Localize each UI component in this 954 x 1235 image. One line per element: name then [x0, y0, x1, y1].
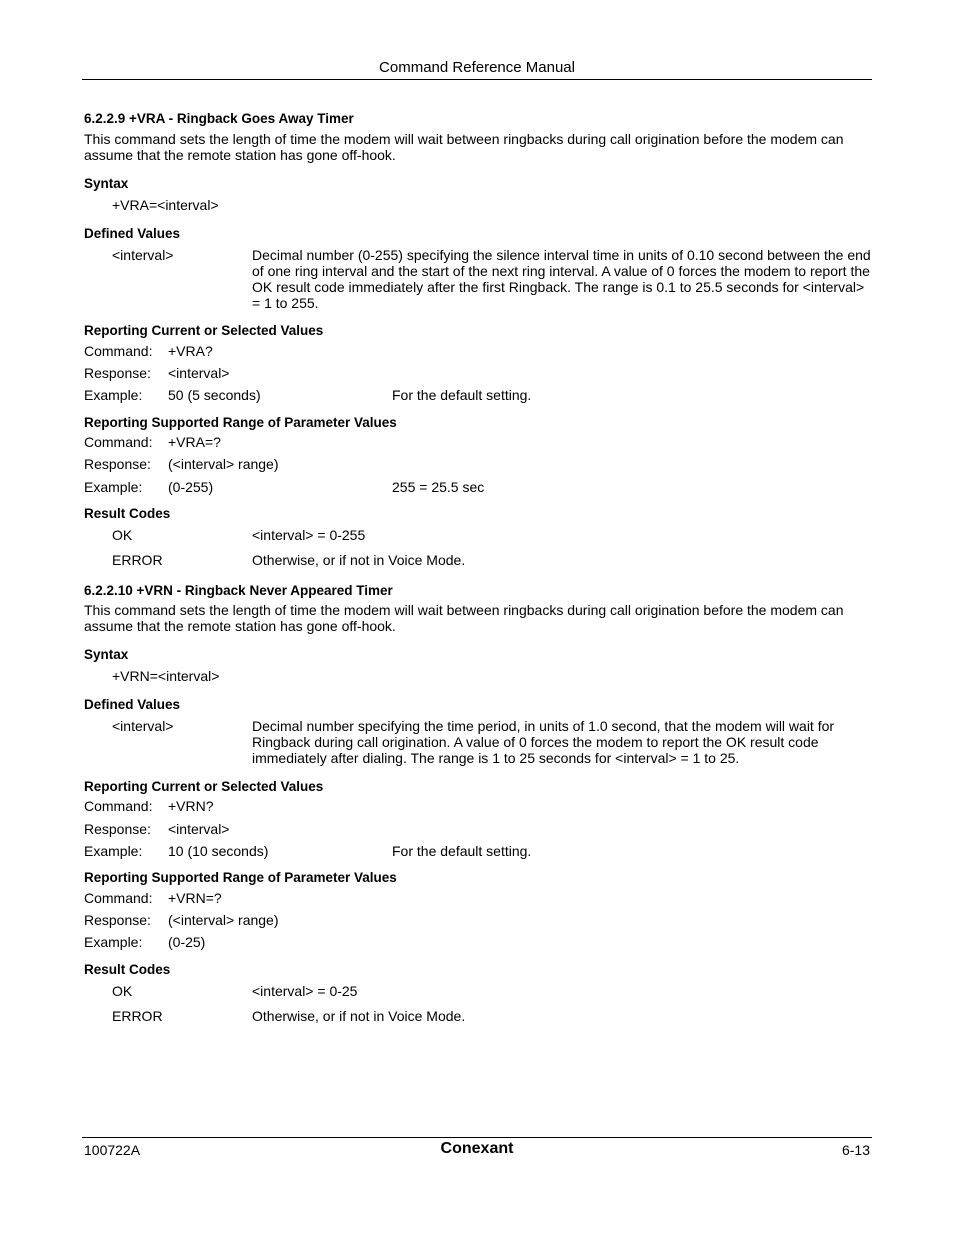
defined-values-heading-vrn: Defined Values [84, 697, 181, 712]
response-value: <interval> [168, 365, 230, 381]
syntax-text-vra: +VRA=<interval> [112, 197, 219, 213]
result-code-desc: <interval> = 0-25 [252, 983, 358, 999]
footer-rule [82, 1137, 872, 1138]
result-codes-heading-vra: Result Codes [84, 506, 171, 521]
section-heading-vra: 6.2.2.9 +VRA - Ringback Goes Away Timer [84, 111, 354, 126]
result-code-desc: Otherwise, or if not in Voice Mode. [252, 552, 466, 568]
response-value: (<interval> range) [168, 456, 279, 472]
example-note: For the default setting. [392, 843, 532, 859]
example-value: (0-25) [168, 934, 206, 950]
response-value: (<interval> range) [168, 912, 279, 928]
header-rule [82, 79, 872, 80]
response-label: Response: [84, 456, 151, 472]
result-code: OK [112, 527, 133, 543]
defined-term-vra: <interval> [112, 247, 174, 263]
result-code: OK [112, 983, 133, 999]
command-label: Command: [84, 798, 153, 814]
example-label: Example: [84, 479, 143, 495]
example-label: Example: [84, 843, 143, 859]
command-label: Command: [84, 434, 153, 450]
example-value: (0-255) [168, 479, 214, 495]
footer-page-number: 6-13 [841, 1142, 870, 1158]
result-code: ERROR [112, 1008, 163, 1024]
section-intro-vrn: This command sets the length of time the modem will wait between ringbacks during call origination before the modem can assume that the remote station has gone off-hook. [84, 602, 844, 634]
current-values-heading-vrn: Reporting Current or Selected Values [84, 779, 324, 794]
example-label: Example: [84, 934, 143, 950]
running-header-title: Command Reference Manual [379, 59, 575, 76]
syntax-text-vrn: +VRN=<interval> [112, 668, 220, 684]
example-note: For the default setting. [392, 387, 532, 403]
command-value: +VRA? [168, 343, 213, 359]
result-codes-heading-vrn: Result Codes [84, 962, 171, 977]
example-value: 10 (10 seconds) [168, 843, 269, 859]
supported-range-heading-vrn: Reporting Supported Range of Parameter Values [84, 870, 397, 885]
response-value: <interval> [168, 821, 230, 837]
command-value: +VRN=? [168, 890, 222, 906]
defined-values-heading-vra: Defined Values [84, 226, 181, 241]
command-value: +VRN? [168, 798, 214, 814]
example-value: 50 (5 seconds) [168, 387, 261, 403]
syntax-heading-vra: Syntax [84, 176, 129, 191]
example-label: Example: [84, 387, 143, 403]
example-note: 255 = 25.5 sec [392, 479, 485, 495]
response-label: Response: [84, 821, 151, 837]
syntax-heading-vrn: Syntax [84, 647, 129, 662]
result-code-desc: <interval> = 0-255 [252, 527, 366, 543]
footer-doc-number: 100722A [84, 1142, 141, 1158]
defined-desc-vra: Decimal number (0-255) specifying the silence interval time in units of 0.10 second between the end of one ring interval and the start of the next ring interval. A value of 0 forces the modem to report the OK result code immediately after the first Ringback. The range is 0.1 to 25.5 seconds for <interval> = 1 to 255. [252, 247, 871, 311]
command-label: Command: [84, 343, 153, 359]
section-intro-vra: This command sets the length of time the modem will wait between ringbacks during call origination before the modem can assume that the remote station has gone off-hook. [84, 131, 844, 163]
result-code: ERROR [112, 552, 163, 568]
current-values-heading-vra: Reporting Current or Selected Values [84, 323, 324, 338]
defined-term-vrn: <interval> [112, 718, 174, 734]
footer-company: Conexant [440, 1140, 514, 1157]
response-label: Response: [84, 365, 151, 381]
defined-desc-vrn: Decimal number specifying the time period, in units of 1.0 second, that the modem will wait for Ringback during call origination. A value of 0 forces the modem to report the OK result code immediately after dialing. The range is 1 to 25 seconds for <interval> = 1 to 25. [252, 718, 835, 766]
supported-range-heading-vra: Reporting Supported Range of Parameter Values [84, 415, 397, 430]
command-value: +VRA=? [168, 434, 221, 450]
section-heading-vrn: 6.2.2.10 +VRN - Ringback Never Appeared Timer [84, 583, 393, 598]
response-label: Response: [84, 912, 151, 928]
result-code-desc: Otherwise, or if not in Voice Mode. [252, 1008, 466, 1024]
command-label: Command: [84, 890, 153, 906]
